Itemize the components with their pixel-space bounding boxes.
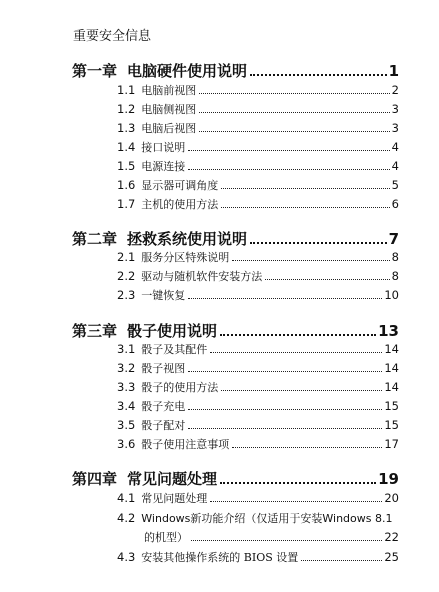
section-3-2-row[interactable] [117,360,399,376]
page-number: 6 [391,197,399,211]
section-title: 接口说明 [141,141,186,154]
page-number: 3 [391,102,399,116]
section-title: 骰子视图 [141,362,186,375]
dot-leader [188,428,382,429]
section-title: 电脑前视图 [141,84,197,97]
section-2-2-row[interactable] [117,268,399,284]
page-number: 15 [384,399,399,413]
page-number: 13 [378,322,399,340]
page-number: 7 [388,230,399,248]
dot-leader [188,298,382,299]
page-number: 8 [391,269,399,283]
section-1-7-row[interactable] [117,196,399,212]
page-number: 19 [378,470,399,488]
dot-leader [199,93,389,94]
chapter-title: 拯救系统使用说明 [127,230,248,248]
section-1-3-row[interactable] [117,120,399,136]
section-number: 2.2 [117,269,136,283]
chapter-1-row[interactable] [72,60,399,81]
section-number: 1.3 [117,121,136,135]
chapter-title: 常见问题处理 [127,470,218,488]
section-title: 骰子的使用方法 [141,381,219,394]
dot-leader [220,482,376,484]
section-number: 1.7 [117,197,136,211]
dot-leader [250,74,387,76]
dot-leader [199,112,389,113]
section-title: 常见问题处理 [141,492,208,505]
page-number: 2 [391,83,399,97]
dot-leader [220,334,376,336]
section-number: 1.6 [117,178,136,192]
dot-leader [188,150,389,151]
page-number: 17 [384,437,399,451]
dot-leader [199,131,389,132]
section-3-4-row[interactable] [117,398,399,414]
page-number: 1 [388,62,399,80]
section-3-1-row[interactable] [117,341,399,357]
section-4-2-continuation[interactable] [144,529,399,545]
section-title: 主机的使用方法 [141,198,219,211]
dot-leader [232,447,382,448]
section-title: 安装其他操作系统的 BIOS 设置 [141,551,299,564]
chapter-title: 电脑硬件使用说明 [127,62,248,80]
dot-leader [265,279,389,280]
section-1-6-row[interactable] [117,177,399,193]
section-number: 3.4 [117,399,136,413]
section-title: 电脑侧视图 [141,103,197,116]
chapter-3-row[interactable] [72,320,399,341]
page-number: 8 [391,250,399,264]
section-number: 1.2 [117,102,136,116]
section-2-1-row[interactable] [117,249,399,265]
section-number: 1.5 [117,159,136,173]
section-3-3-row[interactable] [117,379,399,395]
section-title: 电源连接 [141,160,186,173]
section-title: 骰子配对 [141,419,186,432]
section-number: 4.1 [117,491,136,505]
section-number: 3.5 [117,418,136,432]
section-title: 骰子及其配件 [141,343,208,356]
page-number: 25 [384,550,399,564]
dot-leader [232,260,389,261]
dot-leader [250,242,387,244]
dot-leader [191,540,382,541]
toc-heading: 重要安全信息 [73,29,152,44]
section-1-5-row[interactable] [117,158,399,174]
page-number: 4 [391,159,399,173]
section-1-2-row[interactable] [117,101,399,117]
section-title: 电脑后视图 [141,122,197,135]
section-number: 3.3 [117,380,136,394]
dot-leader [188,409,382,410]
page-number: 10 [384,288,399,302]
section-3-6-row[interactable] [117,436,399,452]
dot-leader [210,352,382,353]
section-number: 4.3 [117,550,136,564]
section-1-4-row[interactable] [117,139,399,155]
section-number: 2.1 [117,250,136,264]
section-title: 骰子充电 [141,400,186,413]
page-number: 14 [384,361,399,375]
dot-leader [188,169,389,170]
dot-leader [221,390,382,391]
section-title: 显示器可调角度 [141,179,219,192]
section-number: 3.1 [117,342,136,356]
chapter-title: 骰子使用说明 [127,322,218,340]
chapter-number: 第三章 [72,322,118,340]
dot-leader [221,188,389,189]
section-number: 3.6 [117,437,136,451]
section-title: 一键恢复 [141,289,186,302]
dot-leader [210,501,382,502]
page-number: 15 [384,418,399,432]
section-1-1-row[interactable] [117,82,399,98]
section-number: 1.4 [117,140,136,154]
chapter-2-row[interactable] [72,228,399,249]
section-3-5-row[interactable] [117,417,399,433]
section-title: 服务分区特殊说明 [141,251,230,264]
section-4-2-row[interactable] [117,510,399,526]
section-title-continuation: 的机型） [144,531,188,544]
page-number: 14 [384,380,399,394]
chapter-4-row[interactable] [72,468,399,489]
section-2-3-row[interactable] [117,287,399,303]
page-number: 20 [384,491,399,505]
page-number: 3 [391,121,399,135]
section-title: Windows新功能介绍（仅适用于安装Windows 8.1 [141,512,393,525]
chapter-number: 第一章 [72,62,118,80]
page-number: 4 [391,140,399,154]
page-number: 14 [384,342,399,356]
section-4-3-row[interactable] [117,549,399,565]
dot-leader [221,207,389,208]
section-number: 1.1 [117,83,136,97]
section-number: 3.2 [117,361,136,375]
section-4-1-row[interactable] [117,490,399,506]
chapter-number: 第二章 [72,230,118,248]
page-number: 22 [384,530,399,544]
section-title: 驱动与随机软件安装方法 [141,270,263,283]
section-number: 4.2 [117,511,136,525]
chapter-number: 第四章 [72,470,118,488]
section-title: 骰子使用注意事项 [141,438,230,451]
page-number: 5 [391,178,399,192]
dot-leader [188,371,382,372]
section-number: 2.3 [117,288,136,302]
dot-leader [301,560,382,561]
